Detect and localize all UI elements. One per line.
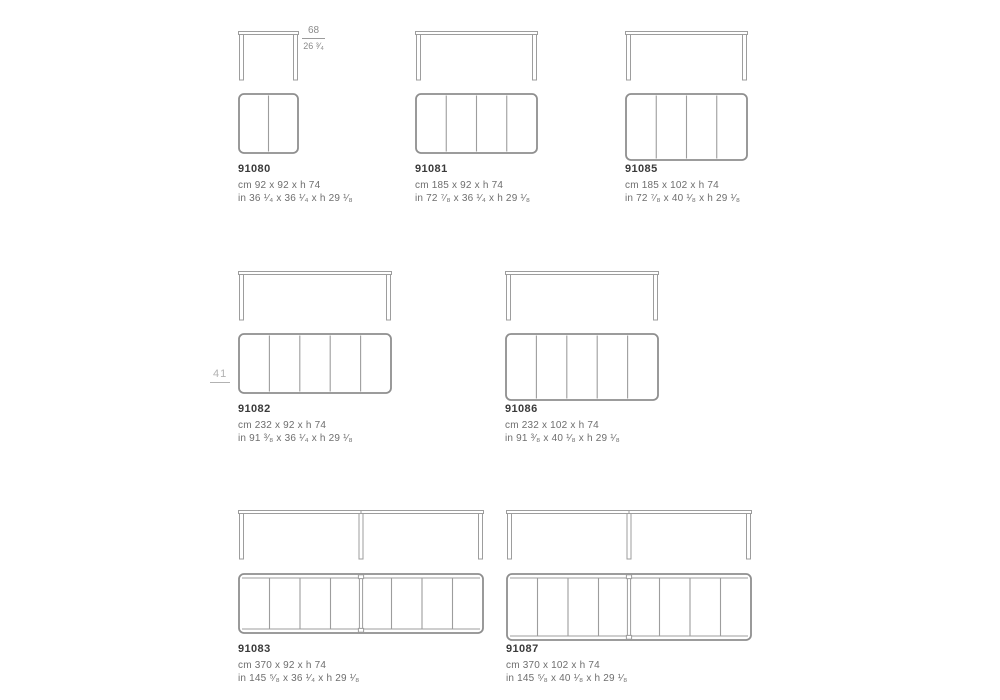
dimensions-in: in 145 ⁵⁄₈ x 36 ¹⁄₄ x h 29 ¹⁄₈ (238, 673, 360, 684)
model-number: 91082 (238, 403, 271, 415)
dimensions-cm: cm 370 x 92 x h 74 (238, 660, 327, 671)
table-front-svg (625, 31, 748, 81)
table-top-view-drawing (238, 93, 299, 154)
model-number: 91086 (505, 403, 538, 415)
table-front-svg (505, 271, 659, 321)
dimensions-in: in 72 ⁷⁄₈ x 36 ¹⁄₄ x h 29 ¹⁄₈ (415, 193, 531, 204)
product-labels (238, 643, 359, 685)
table-front-svg (415, 31, 538, 81)
table-top-svg (238, 573, 484, 634)
dimensions-cm: cm 92 x 92 x h 74 (238, 180, 321, 191)
depth-dimension-in: 26 ³⁄₄ (303, 41, 324, 51)
product-labels (238, 403, 353, 445)
model-number: 91080 (238, 163, 271, 175)
table-top-svg (506, 573, 752, 641)
table-top-view-drawing (415, 93, 538, 154)
table-front-view-drawing (238, 31, 299, 81)
table-top-view-drawing (625, 93, 748, 161)
dimensions-cm: cm 232 x 92 x h 74 (238, 420, 327, 431)
dimensions-cm: cm 370 x 102 x h 74 (506, 660, 600, 671)
table-top-view-drawing (238, 573, 484, 634)
table-front-svg (238, 31, 299, 81)
table-top-svg (505, 333, 659, 401)
table-top-svg (415, 93, 538, 154)
table-front-view-drawing (415, 31, 538, 81)
table-top-view-drawing (505, 333, 659, 401)
dimensions-cm: cm 185 x 102 x h 74 (625, 180, 719, 191)
model-number: 91085 (625, 163, 658, 175)
dimensions-in: in 72 ⁷⁄₈ x 40 ¹⁄₈ x h 29 ¹⁄₈ (625, 193, 741, 204)
dimensions-cm: cm 185 x 92 x h 74 (415, 180, 504, 191)
table-top-svg (238, 93, 299, 154)
table-front-svg (506, 510, 752, 560)
table-top-svg (238, 333, 392, 394)
dimensions-in: in 91 ³⁄₈ x 36 ¹⁄₄ x h 29 ¹⁄₈ (238, 433, 353, 444)
depth-dimension-cm: 68 (302, 25, 325, 39)
table-front-view-drawing (238, 271, 392, 321)
model-number: 91087 (506, 643, 539, 655)
table-front-view-drawing (238, 510, 484, 560)
table-front-svg (238, 510, 484, 560)
model-number: 91081 (415, 163, 448, 175)
page-number: 41 (210, 368, 230, 383)
product-labels (506, 643, 628, 685)
table-front-view-drawing (506, 510, 752, 560)
model-number: 91083 (238, 643, 271, 655)
table-top-view-drawing (238, 333, 392, 394)
product-labels (505, 403, 620, 445)
table-front-view-drawing (625, 31, 748, 81)
table-top-svg (625, 93, 748, 161)
table-front-view-drawing (505, 271, 659, 321)
table-front-svg (238, 271, 392, 321)
dimensions-cm: cm 232 x 102 x h 74 (505, 420, 599, 431)
product-labels (625, 163, 740, 205)
dimensions-in: in 36 ¹⁄₄ x 36 ¹⁄₄ x h 29 ¹⁄₈ (238, 193, 353, 204)
product-labels (238, 163, 353, 205)
table-top-view-drawing (506, 573, 752, 641)
dimensions-in: in 91 ³⁄₈ x 40 ¹⁄₈ x h 29 ¹⁄₈ (505, 433, 620, 444)
depth-dimension-note (302, 25, 325, 51)
product-labels (415, 163, 530, 205)
dimensions-in: in 145 ⁵⁄₈ x 40 ¹⁄₈ x h 29 ¹⁄₈ (506, 673, 628, 684)
